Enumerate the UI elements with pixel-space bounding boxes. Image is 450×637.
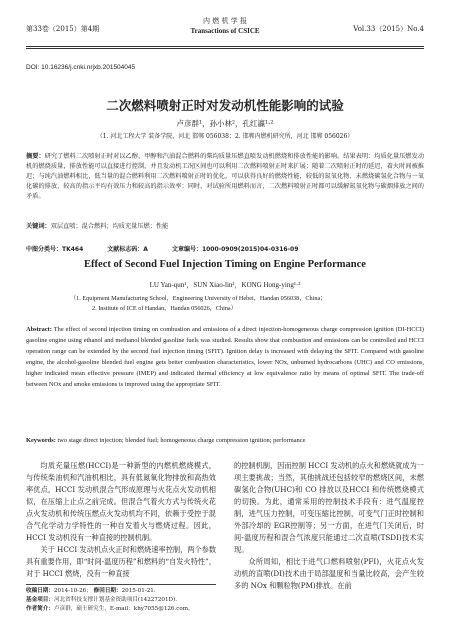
keywords-en-label: Keywords: (26, 437, 56, 444)
header-journal-zh: 内 燃 机 学 报 (203, 17, 247, 25)
affiliation-en-line: 2. Institute of ICE of Handan，Handan 056026，China） (92, 305, 237, 312)
document-code: 文献标志码：A (107, 246, 148, 253)
body-column-right (234, 460, 424, 592)
affiliation-en (70, 294, 410, 314)
abstract-en-text: The effect of second injection timing on combustion and emissions of a direct injection-homogeneous charge compression ignition (DI-HCCI) gasoline engine using ethanol and methanol blended gasoline fuels was studied. Results show that combustion and emissions can be controlled and HCCI operation range can be extended by the second fuel injection timing (SFIT). Ignition delay is increased with delaying the SFIT. Compared with gasoline engine, the alcohol-gasoline blended fuel engine gets better combustion characteristics, lower NOx, unburned hydrocarbons (UHC) and CO emissions, higher indicated mean effective pressure (IMEP) and indicated thermal efficiency at low equivalence ratio by means of optimal SFIT. The trade-off between NOx and smoke emissions is improved using the appropriate SFIT. (26, 326, 424, 388)
authors-zh: 卢彦群¹，孙小林²，孔红瀛¹·² (176, 119, 274, 128)
title-en: Effect of Second Fuel Injection Timing on Engine Performance (84, 259, 366, 270)
keywords-zh-text: 双层直喷；混合燃料；均质充量压燃；性能 (50, 223, 169, 230)
doi: DOI: 10.16236/j.cnki.nrjxb.201504045 (26, 64, 136, 71)
header-issue-en: Vol.33（2015）No.4 (353, 25, 424, 33)
keywords-en (26, 437, 424, 444)
header-journal-en: Transactions of CSICE (190, 27, 260, 35)
authors-en: LU Yan-qun¹，SUN Xiao-lin²，KONG Hong-ying¹·² (149, 281, 301, 289)
revised-date: 2015-01-21. (121, 588, 156, 594)
body-paragraph: 关于 HCCI 发动机点火正时和燃烧速率控制，两个参数具有重要作用，即“时间-温度历程”和燃料的“自发火特性”，对于 HCCI 燃烧，没有一种直接 (26, 545, 217, 578)
abstract-en (26, 324, 424, 390)
revised-label: 修回日期： (93, 588, 122, 594)
author-text: 卢彦群，硕士研究生，E-mail：khy7055@126.com。 (53, 606, 194, 612)
footnote (26, 587, 216, 614)
affiliation-zh: （1. 河北工程大学 装备学院，河北 邯郸 056038；2. 邯郸内燃机研究所，河北 邯郸 056026） (96, 133, 354, 140)
abstract-zh-text: 研究了燃料二次喷射正时对以乙醇、甲醇和汽油混合燃料的柴均质量压燃直喷发动机燃烧和排放性能的影响。结果表明：均质化量压燃发动机的燃烧质量，排放性能可以直接进行控制，并且发动机工况区间也可以利用二次燃料喷射正时来扩展；随着二次喷射正时的延迟，着火时间被推迟；与纯汽油燃料相比，低当量的混合燃料利用二次燃料喷射正时的优化，可以获得良好的燃烧性能，较低的氮氧化物、未燃烧碳氢化合物与一氧化碳的排放，较高的指示平均有效压力和较高的指示效率；同时，对试验所用燃料而言，二次燃料喷射正时都可以缓解氮氧化物与碳烟排放之间的矛盾。 (26, 153, 425, 200)
author-label: 作者简介： (26, 606, 54, 612)
body-column-left (26, 460, 216, 580)
header-issue-zh: 第33卷（2015）第4期 (26, 25, 100, 33)
footnote-fund (26, 596, 216, 605)
fund-text: 河北省科技支撑计划基金资助项目(14227201D). (53, 597, 177, 603)
footnote-author (26, 605, 216, 614)
abstract-zh-label: 摘要： (26, 153, 45, 160)
abstract-en-label: Abstract: (26, 326, 52, 333)
body-paragraph: 众所周知，相比于进气口燃料喷射(PFI)，火花点火发动机的直喷(DI)技术由于局部温度和当量比较高，会产生较多的 NOx 和颗粒物(PM)排放。在前 (234, 557, 424, 590)
abstract-zh (26, 152, 424, 202)
journal-header (26, 14, 424, 44)
keywords-en-text: two stage direct injection; blended fuel; homogeneous charge compression ignition; performance (57, 437, 306, 444)
footnote-dates (26, 587, 216, 596)
received-date: 2014-10-26； (53, 588, 92, 594)
affiliation-en-line: （1. Equipment Manufacturing School，Engineering University of Hebei，Handan 056038，China； (70, 295, 327, 302)
classification-line (26, 244, 424, 253)
clc-number: 中图分类号：TK464 (26, 246, 84, 253)
title-zh: 二次燃料喷射正时对发动机性能影响的试验 (106, 98, 344, 113)
body-paragraph: 均质充量压燃(HCCI)是一种新型的内燃机燃烧模式，与传统柴油机和汽油机相比，具有低氮氧化物排放和高热效率优点，HCCI 发动机混合气形成原理与火花点火发动机相似，在压缩上止点之前完成。但混合气着火方式与传统火花点火发动机和传统压燃点火发动机均不同，依赖于受控于混合气化学动力学特性的一种自发着火与燃烧过程。因此，HCCI 发动机没有一种直接的控制机制。 (26, 461, 216, 542)
article-number: 文章编号：1000-0909(2015)04-0316-09 (171, 246, 299, 253)
keywords-zh (26, 222, 424, 232)
footnote-rule (26, 584, 216, 585)
received-label: 收稿日期： (26, 588, 54, 594)
header-rule (26, 46, 424, 47)
header-rule-2 (26, 48, 424, 49)
body-paragraph: 的控制机制，因而控制 HCCI 发动机的点火和燃烧就成为一项主要挑战；当然，其他挑战还包括较窄的燃烧区间，未燃碳氢化合物(UHC)和 CO 排放以及HCCI 和传统燃烧模式的切换。为此，通常采用的控制技术手段有：进气温度控制，进气压力控制，可变压缩比控制，可变气门正时控制和外部冷却的 EGR控制等；另一方面，在进气门关闭后，时间-温度历程和混合气浓度只能通过二次直喷(TSDI)技术实现。 (234, 461, 424, 554)
fund-label: 基金项目： (26, 597, 54, 603)
keywords-zh-label: 关键词： (26, 223, 51, 230)
